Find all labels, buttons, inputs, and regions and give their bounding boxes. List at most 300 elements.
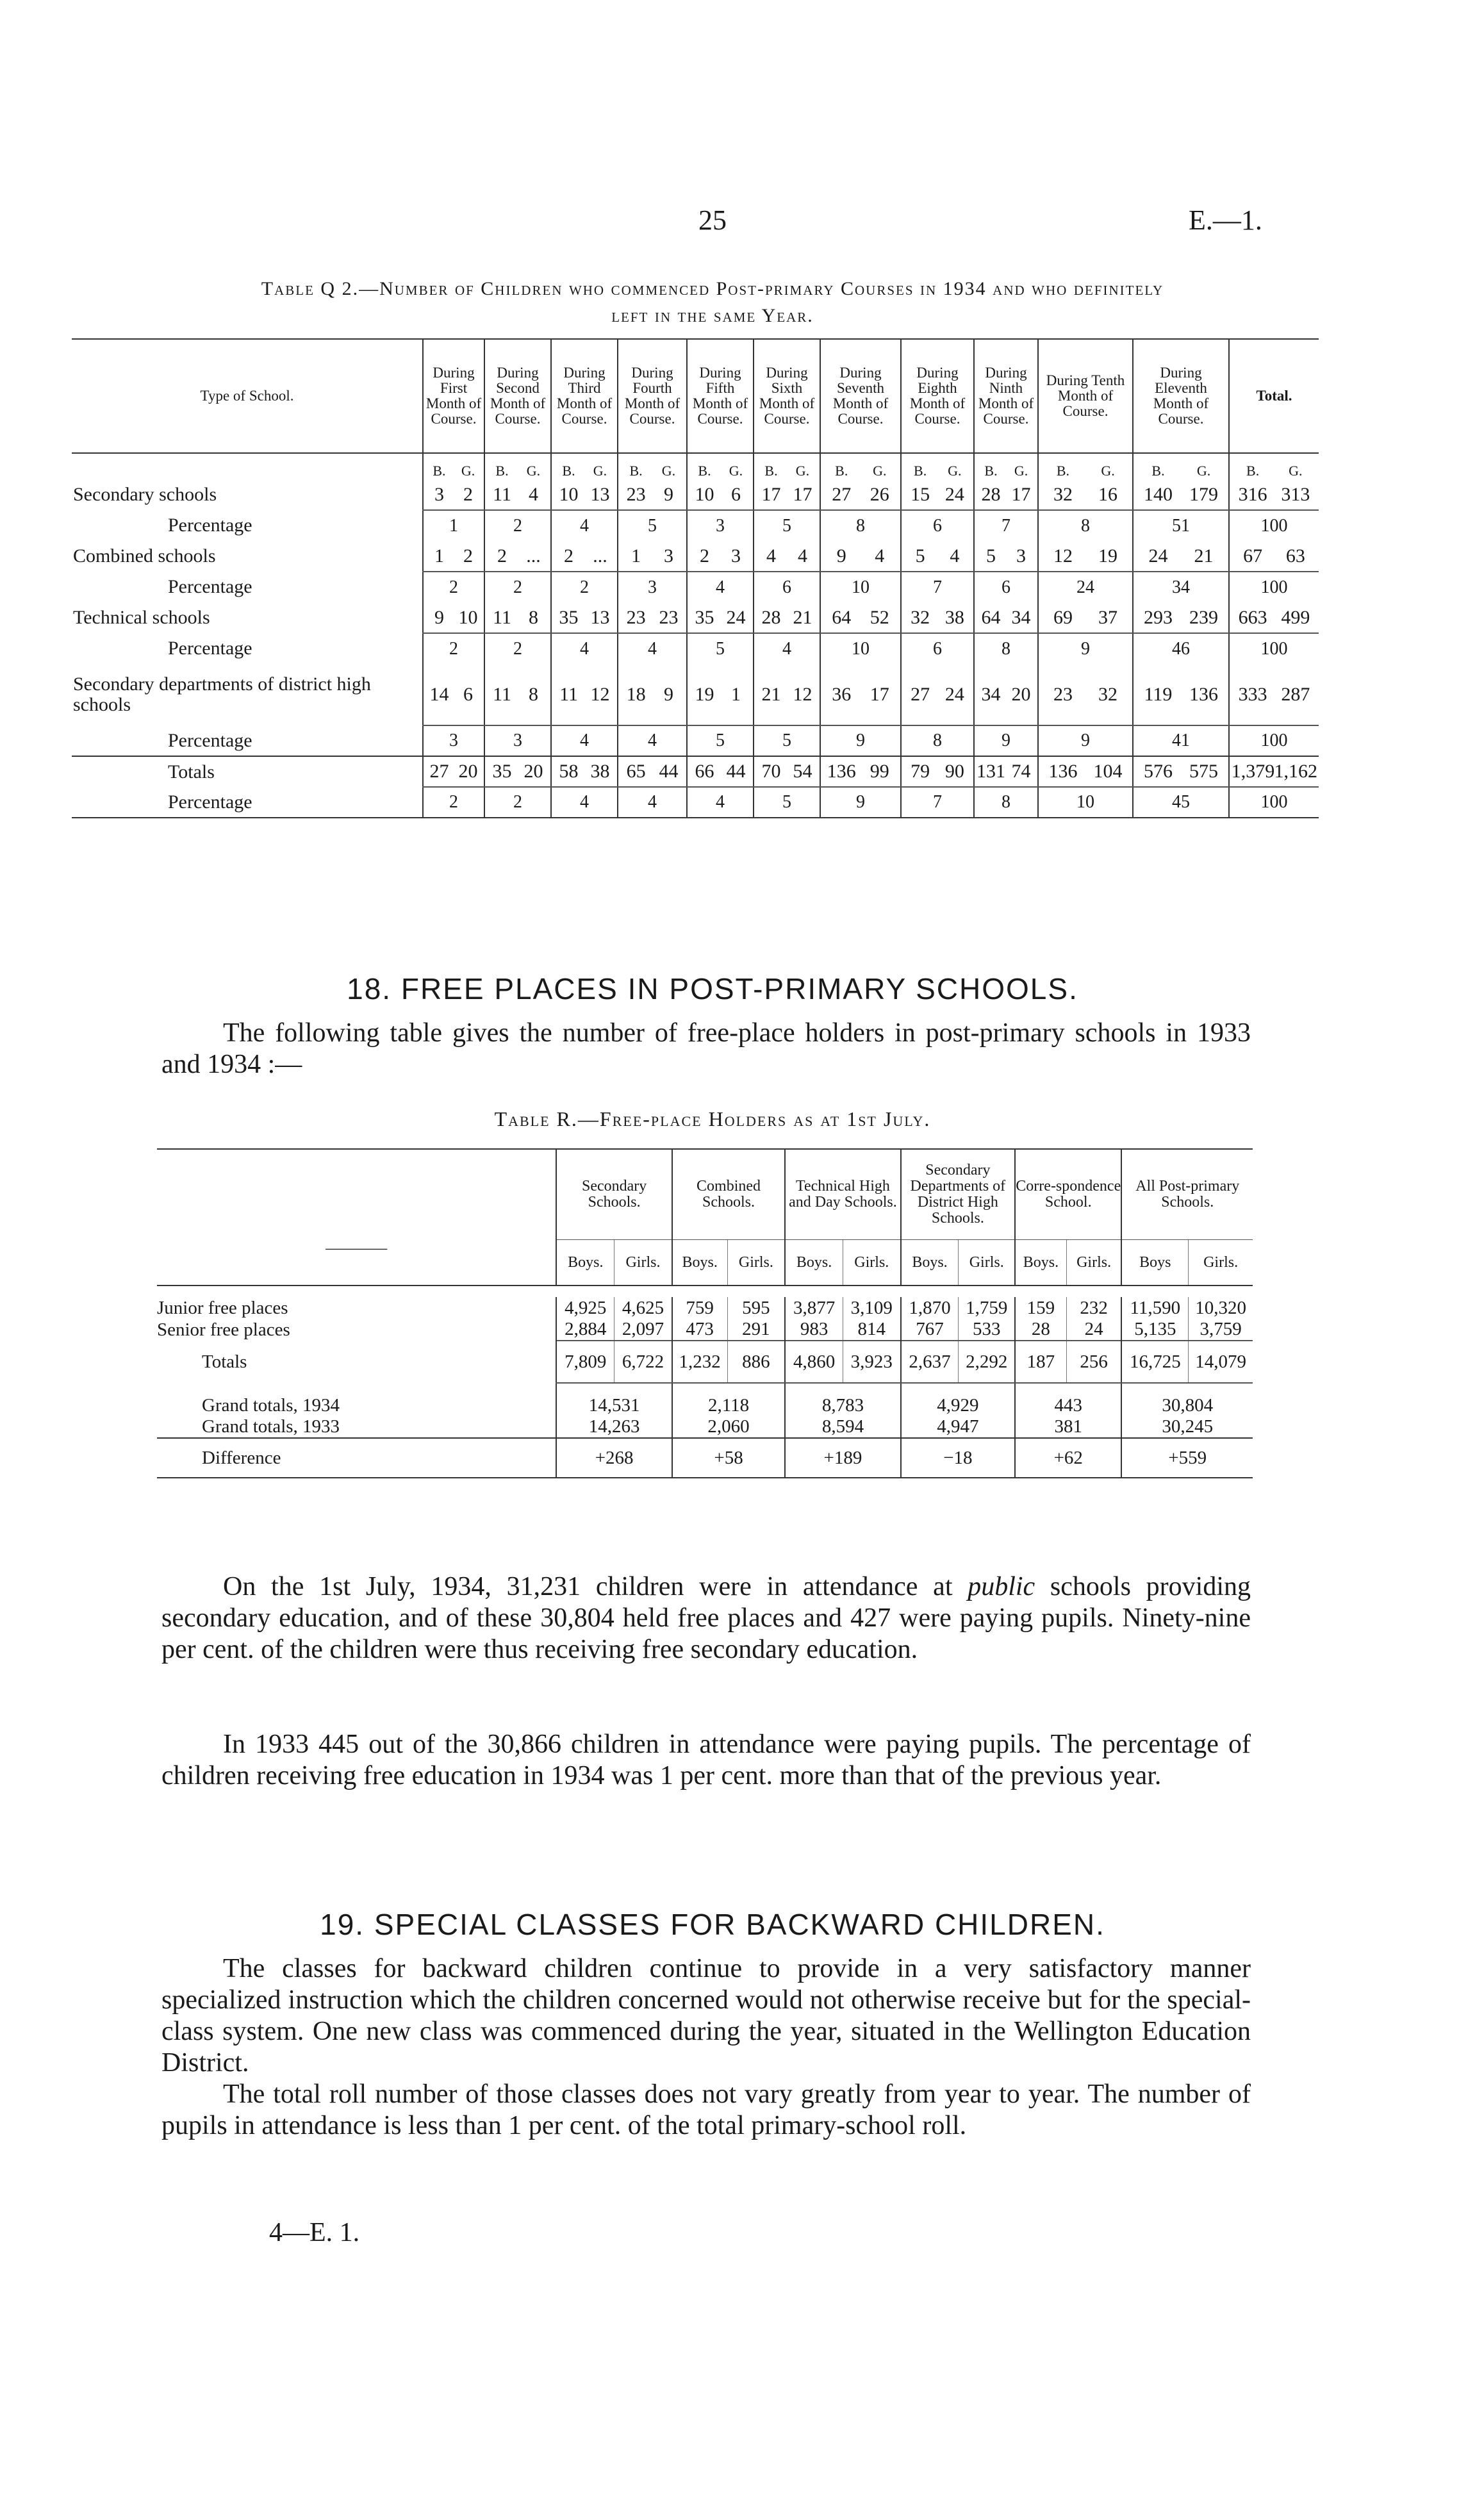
combined-value: 4,929 bbox=[901, 1383, 1015, 1416]
boys-abbrev: B. bbox=[764, 463, 778, 479]
girls-abbrev: G. bbox=[1196, 463, 1211, 479]
combined-value: 14,531 bbox=[556, 1383, 672, 1416]
data-cell bbox=[551, 541, 618, 572]
table-row bbox=[72, 510, 1319, 541]
girls-value: 3,923 bbox=[843, 1341, 900, 1383]
table-row bbox=[72, 633, 1319, 664]
boys-value: 131 bbox=[976, 761, 1005, 782]
percentage-cell: 6 bbox=[974, 572, 1038, 602]
percentage-cell: 2 bbox=[423, 633, 484, 664]
girls-value: 20 bbox=[458, 761, 478, 782]
boys-value: 4,860 bbox=[785, 1341, 843, 1383]
girls-value: 3 bbox=[730, 545, 741, 566]
month-column-header: Total. bbox=[1229, 339, 1319, 453]
month-column-header: During Sixth Month of Course. bbox=[754, 339, 820, 453]
data-cell bbox=[551, 479, 618, 510]
data-cell bbox=[484, 602, 551, 633]
boys-value: 983 bbox=[785, 1319, 843, 1341]
girls-value: 24 bbox=[1066, 1319, 1121, 1341]
girls-value: 4 bbox=[950, 545, 960, 566]
boys-value: 1,870 bbox=[901, 1297, 959, 1319]
data-cell bbox=[1229, 664, 1319, 725]
section-18-paragraph-2: In 1933 445 out of the 30,866 children in attendance were paying pupils. The percentage of children receiving free education in 1934 was 1 per cent. more than that of the previous year. bbox=[161, 1730, 1251, 1790]
data-cell bbox=[1133, 479, 1229, 510]
girls-value: 38 bbox=[944, 606, 964, 628]
girls-value: 1 bbox=[730, 683, 741, 705]
girls-value: 533 bbox=[959, 1319, 1015, 1341]
girls-value: 232 bbox=[1066, 1297, 1121, 1319]
school-column-header: All Post-primary Schools. bbox=[1121, 1149, 1253, 1240]
percentage-cell: 9 bbox=[1038, 725, 1133, 756]
percentage-cell: 2 bbox=[423, 787, 484, 818]
boys-value: 663 bbox=[1238, 606, 1267, 628]
combined-value: 14,263 bbox=[556, 1416, 672, 1438]
month-column-header: During First Month of Course. bbox=[423, 339, 484, 453]
girls-value: 4 bbox=[528, 483, 538, 505]
section-19-paragraph-2: The total roll number of those classes does not vary greatly from year to year. The number of pupils in attendance is less than 1 per cent. of the total primary-school roll. bbox=[161, 2079, 1251, 2140]
spacer-cell bbox=[157, 1286, 1253, 1297]
boys-header: Boys. bbox=[1015, 1240, 1066, 1286]
boys-abbrev: B. bbox=[629, 463, 643, 479]
girls-value: 8 bbox=[528, 683, 538, 705]
table-row bbox=[72, 602, 1319, 633]
boys-value: 576 bbox=[1143, 761, 1173, 782]
section-18-paragraph-1 bbox=[161, 1571, 1251, 1666]
boys-header: Boys. bbox=[901, 1240, 959, 1286]
girls-value: 313 bbox=[1281, 483, 1310, 505]
percentage-cell: 6 bbox=[754, 572, 820, 602]
table-q2-title-line2: left in the same Year. bbox=[611, 305, 814, 326]
table-row bbox=[72, 756, 1319, 787]
boys-value: 2,637 bbox=[901, 1341, 959, 1383]
percentage-cell: 9 bbox=[820, 787, 901, 818]
girls-value: 3 bbox=[663, 545, 673, 566]
girls-value: 19 bbox=[1098, 545, 1118, 566]
girls-value: 23 bbox=[659, 606, 679, 628]
table-row bbox=[72, 479, 1319, 510]
row-label: Percentage bbox=[168, 638, 252, 659]
month-column-header: During Eighth Month of Course. bbox=[901, 339, 974, 453]
percentage-cell: 7 bbox=[974, 510, 1038, 541]
percentage-cell: 2 bbox=[484, 787, 551, 818]
combined-value: 4,947 bbox=[901, 1416, 1015, 1438]
percentage-cell: 4 bbox=[618, 633, 687, 664]
girls-value: 32 bbox=[1098, 683, 1118, 705]
girls-abbrev: G. bbox=[1101, 463, 1115, 479]
data-cell bbox=[1133, 541, 1229, 572]
boys-value: 19 bbox=[695, 683, 714, 705]
girls-value: 13 bbox=[590, 483, 610, 505]
boys-value: 2 bbox=[700, 545, 710, 566]
data-cell bbox=[687, 541, 754, 572]
boys-value: 9 bbox=[836, 545, 846, 566]
data-cell bbox=[1229, 479, 1319, 510]
bg-header bbox=[423, 453, 484, 479]
combined-value: 2,118 bbox=[672, 1383, 785, 1416]
girls-value: 4,625 bbox=[614, 1297, 672, 1319]
row-label: Grand totals, 1934 bbox=[202, 1395, 340, 1416]
girls-value: 1,162 bbox=[1274, 761, 1317, 782]
boys-value: 65 bbox=[626, 761, 646, 782]
table-r bbox=[157, 1148, 1253, 1478]
girls-value: 99 bbox=[870, 761, 889, 782]
data-cell bbox=[974, 602, 1038, 633]
boys-value: 7,809 bbox=[556, 1341, 614, 1383]
row-label: Difference bbox=[157, 1438, 556, 1478]
data-cell bbox=[974, 756, 1038, 787]
data-cell bbox=[1229, 602, 1319, 633]
data-cell bbox=[1038, 664, 1133, 725]
girls-value: 63 bbox=[1285, 545, 1305, 566]
row-label: Secondary departments of district high schools bbox=[73, 674, 371, 715]
boys-value: 64 bbox=[981, 606, 1001, 628]
boys-value: 64 bbox=[832, 606, 852, 628]
percentage-cell: 5 bbox=[618, 510, 687, 541]
data-cell bbox=[551, 664, 618, 725]
boys-value: 18 bbox=[626, 683, 646, 705]
boys-value: 23 bbox=[626, 483, 646, 505]
data-cell bbox=[754, 541, 820, 572]
boys-value: 11 bbox=[493, 683, 511, 705]
girls-value: 16 bbox=[1098, 483, 1118, 505]
percentage-cell: 3 bbox=[618, 572, 687, 602]
percentage-cell: 3 bbox=[687, 510, 754, 541]
boys-value: 119 bbox=[1144, 683, 1173, 705]
month-column-header: During Third Month of Course. bbox=[551, 339, 618, 453]
girls-header: Girls. bbox=[843, 1240, 900, 1286]
percentage-cell: 45 bbox=[1133, 787, 1229, 818]
girls-value: ... bbox=[593, 545, 607, 566]
girls-value: 26 bbox=[870, 483, 889, 505]
percentage-cell: 3 bbox=[423, 725, 484, 756]
girls-header: Girls. bbox=[727, 1240, 785, 1286]
boys-value: 23 bbox=[626, 606, 646, 628]
data-cell bbox=[551, 602, 618, 633]
table-row bbox=[157, 1416, 1253, 1438]
combined-value: 443 bbox=[1015, 1383, 1121, 1416]
school-column-header: Secondary Schools. bbox=[556, 1149, 672, 1240]
girls-value: 21 bbox=[793, 606, 812, 628]
table-row bbox=[72, 725, 1319, 756]
data-cell bbox=[484, 756, 551, 787]
bg-header bbox=[1229, 453, 1319, 479]
girls-value: 74 bbox=[1011, 761, 1031, 782]
data-cell bbox=[687, 479, 754, 510]
data-cell bbox=[1038, 541, 1133, 572]
bg-header bbox=[484, 453, 551, 479]
table-row bbox=[157, 1383, 1253, 1416]
girls-value: 9 bbox=[663, 483, 673, 505]
combined-value: −18 bbox=[901, 1438, 1015, 1478]
combined-value: +189 bbox=[785, 1438, 900, 1478]
boys-value: 79 bbox=[911, 761, 930, 782]
girls-value: 52 bbox=[870, 606, 889, 628]
row-label: Percentage bbox=[168, 729, 252, 751]
percentage-cell: 2 bbox=[484, 633, 551, 664]
percentage-cell: 7 bbox=[901, 572, 974, 602]
girls-value: 4 bbox=[875, 545, 885, 566]
girls-abbrev: G. bbox=[526, 463, 541, 479]
bg-header bbox=[551, 453, 618, 479]
boys-value: 34 bbox=[981, 683, 1001, 705]
girls-header: Girls. bbox=[1066, 1240, 1121, 1286]
percentage-cell: 2 bbox=[551, 572, 618, 602]
p1-text-b: schools providing secondary education, and of these 30,804 held free places and 427 were paying pupils. Ninety-nine per cent. of the children were thus receiving free secondary education. bbox=[161, 1572, 1251, 1664]
percentage-cell: 5 bbox=[754, 787, 820, 818]
girls-value: 8 bbox=[528, 606, 538, 628]
percentage-cell: 4 bbox=[618, 787, 687, 818]
boys-value: 1,232 bbox=[672, 1341, 727, 1383]
percentage-cell: 10 bbox=[820, 572, 901, 602]
boys-value: 21 bbox=[761, 683, 781, 705]
girls-abbrev: G. bbox=[461, 463, 475, 479]
percentage-cell: 100 bbox=[1229, 633, 1319, 664]
data-cell bbox=[974, 479, 1038, 510]
bg-header bbox=[618, 453, 687, 479]
boys-value: 4 bbox=[766, 545, 777, 566]
girls-abbrev: G. bbox=[948, 463, 962, 479]
boys-value: 35 bbox=[492, 761, 512, 782]
girls-value: 886 bbox=[727, 1341, 785, 1383]
row-label: Percentage bbox=[72, 787, 423, 818]
boys-value: 473 bbox=[672, 1319, 727, 1341]
data-cell bbox=[901, 664, 974, 725]
percentage-cell: 24 bbox=[1038, 572, 1133, 602]
section-19-heading: 19. SPECIAL CLASSES FOR BACKWARD CHILDREN. bbox=[320, 1908, 1105, 1941]
boys-value: 3 bbox=[434, 483, 444, 505]
boys-value: 136 bbox=[1048, 761, 1078, 782]
girls-value: 239 bbox=[1189, 606, 1219, 628]
boys-abbrev: B. bbox=[1056, 463, 1070, 479]
girls-value: 575 bbox=[1189, 761, 1219, 782]
percentage-cell: 4 bbox=[687, 787, 754, 818]
percentage-cell: 3 bbox=[484, 725, 551, 756]
girls-value: 3,109 bbox=[843, 1297, 900, 1319]
month-column-header: During Fifth Month of Course. bbox=[687, 339, 754, 453]
data-cell bbox=[1038, 602, 1133, 633]
girls-value: 6 bbox=[730, 483, 741, 505]
table-row bbox=[72, 664, 1319, 725]
boys-value: 27 bbox=[429, 761, 449, 782]
percentage-cell: 100 bbox=[1229, 510, 1319, 541]
boys-header: Boys. bbox=[556, 1240, 614, 1286]
boys-value: 11 bbox=[493, 483, 511, 505]
boys-value: 11 bbox=[493, 606, 511, 628]
data-cell bbox=[754, 602, 820, 633]
percentage-cell: 100 bbox=[1229, 572, 1319, 602]
section-18-heading: 18. FREE PLACES IN POST-PRIMARY SCHOOLS. bbox=[347, 972, 1078, 1005]
section-18-intro: The following table gives the number of free-place holders in post-primary schools in 1933 and 1934 :— bbox=[161, 1018, 1251, 1079]
percentage-cell: 4 bbox=[551, 787, 618, 818]
table-row bbox=[157, 1341, 1253, 1383]
boys-abbrev: B. bbox=[1151, 463, 1165, 479]
girls-value: 499 bbox=[1281, 606, 1310, 628]
dash-spacer: ———— bbox=[157, 1240, 556, 1286]
combined-value: +62 bbox=[1015, 1438, 1121, 1478]
girls-value: 6,722 bbox=[614, 1341, 672, 1383]
combined-value: +58 bbox=[672, 1438, 785, 1478]
boys-value: 1 bbox=[434, 545, 444, 566]
boys-value: 17 bbox=[761, 483, 781, 505]
table-row bbox=[72, 787, 1319, 818]
percentage-cell: 100 bbox=[1229, 725, 1319, 756]
boys-value: 1 bbox=[631, 545, 641, 566]
row-label: Totals bbox=[72, 756, 423, 787]
boys-value: 4,925 bbox=[556, 1297, 614, 1319]
school-column-header: Combined Schools. bbox=[672, 1149, 785, 1240]
percentage-cell: 6 bbox=[901, 510, 974, 541]
percentage-cell: 4 bbox=[551, 725, 618, 756]
girls-abbrev: G. bbox=[593, 463, 607, 479]
bg-header bbox=[820, 453, 901, 479]
girls-value: 14,079 bbox=[1189, 1341, 1253, 1383]
row-label: Percentage bbox=[168, 576, 252, 597]
percentage-cell: 9 bbox=[1038, 633, 1133, 664]
school-column-header: Technical High and Day Schools. bbox=[785, 1149, 900, 1240]
boys-value: 767 bbox=[901, 1319, 959, 1341]
girls-value: 1,759 bbox=[959, 1297, 1015, 1319]
data-cell bbox=[901, 541, 974, 572]
girls-value: 44 bbox=[659, 761, 679, 782]
boys-value: 16,725 bbox=[1121, 1341, 1188, 1383]
boys-value: 10 bbox=[559, 483, 579, 505]
girls-value: 44 bbox=[726, 761, 746, 782]
percentage-cell: 9 bbox=[974, 725, 1038, 756]
data-cell bbox=[1038, 756, 1133, 787]
boys-value: 15 bbox=[911, 483, 930, 505]
month-column-header: During Second Month of Course. bbox=[484, 339, 551, 453]
girls-value: 2 bbox=[463, 545, 474, 566]
data-cell bbox=[423, 541, 484, 572]
data-cell bbox=[484, 479, 551, 510]
boys-abbrev: B. bbox=[433, 463, 446, 479]
girls-value: 595 bbox=[727, 1297, 785, 1319]
combined-value: +268 bbox=[556, 1438, 672, 1478]
percentage-cell: 9 bbox=[820, 725, 901, 756]
boys-value: 187 bbox=[1015, 1341, 1066, 1383]
girls-value: 10,320 bbox=[1189, 1297, 1253, 1319]
bg-header bbox=[687, 453, 754, 479]
boys-value: 66 bbox=[695, 761, 714, 782]
data-cell bbox=[820, 756, 901, 787]
percentage-cell: 51 bbox=[1133, 510, 1229, 541]
data-cell bbox=[551, 756, 618, 787]
girls-value: 17 bbox=[1011, 483, 1031, 505]
data-cell bbox=[1038, 479, 1133, 510]
percentage-cell: 8 bbox=[901, 725, 974, 756]
percentage-cell: 7 bbox=[901, 787, 974, 818]
table-row bbox=[157, 1319, 1253, 1341]
spacer-row bbox=[157, 1286, 1253, 1297]
combined-value: +559 bbox=[1121, 1438, 1253, 1478]
percentage-cell: 1 bbox=[423, 510, 484, 541]
boys-abbrev: B. bbox=[562, 463, 575, 479]
girls-value: 9 bbox=[663, 683, 673, 705]
girls-value: 287 bbox=[1281, 683, 1310, 705]
percentage-cell: 34 bbox=[1133, 572, 1229, 602]
row-label: Percentage bbox=[168, 515, 252, 536]
girls-value: 256 bbox=[1066, 1341, 1121, 1383]
table-q2-title bbox=[72, 276, 1353, 329]
boys-value: 333 bbox=[1238, 683, 1267, 705]
data-cell bbox=[1229, 756, 1319, 787]
boys-value: 36 bbox=[832, 683, 852, 705]
bg-header bbox=[754, 453, 820, 479]
data-cell bbox=[901, 756, 974, 787]
type-of-school-header: Type of School. bbox=[72, 339, 423, 453]
data-cell bbox=[820, 541, 901, 572]
data-cell bbox=[1133, 602, 1229, 633]
boys-value: 1,379 bbox=[1231, 761, 1275, 782]
boys-value: 32 bbox=[911, 606, 930, 628]
document-code: E.—1. bbox=[1189, 204, 1262, 236]
boys-abbrev: B. bbox=[984, 463, 998, 479]
percentage-cell: 10 bbox=[1038, 787, 1133, 818]
data-cell bbox=[687, 602, 754, 633]
girls-value: 38 bbox=[590, 761, 610, 782]
percentage-cell: 41 bbox=[1133, 725, 1229, 756]
girls-value: 17 bbox=[870, 683, 889, 705]
combined-value: 30,245 bbox=[1121, 1416, 1253, 1438]
data-cell bbox=[618, 664, 687, 725]
girls-value: 291 bbox=[727, 1319, 785, 1341]
bg-spacer bbox=[72, 453, 423, 479]
girls-header: Girls. bbox=[959, 1240, 1015, 1286]
percentage-cell: 8 bbox=[974, 787, 1038, 818]
boys-header: Boys bbox=[1121, 1240, 1188, 1286]
combined-value: 8,783 bbox=[785, 1383, 900, 1416]
girls-value: 24 bbox=[944, 683, 964, 705]
boys-value: 67 bbox=[1243, 545, 1263, 566]
girls-value: 24 bbox=[944, 483, 964, 505]
girls-abbrev: G. bbox=[873, 463, 887, 479]
girls-value: 37 bbox=[1098, 606, 1118, 628]
boys-value: 23 bbox=[1053, 683, 1073, 705]
boys-value: 12 bbox=[1053, 545, 1073, 566]
boys-abbrev: B. bbox=[835, 463, 848, 479]
month-column-header: During Seventh Month of Course. bbox=[820, 339, 901, 453]
section-19-paragraph-1: The classes for backward children continue to provide in a very satisfactory manner specialized instruction which the children concerned would not otherwise receive but for the special-class system. One new class was commenced during the year, situated in the Wellington Education District. bbox=[161, 1954, 1251, 2078]
row-label: Totals bbox=[202, 1351, 247, 1372]
data-cell bbox=[423, 664, 484, 725]
boys-value: 28 bbox=[981, 483, 1001, 505]
boys-value: 69 bbox=[1053, 606, 1073, 628]
girls-value: 104 bbox=[1093, 761, 1123, 782]
girls-value: 90 bbox=[944, 761, 964, 782]
table-r-title: Table R.—Free-place Holders as at 1st July. bbox=[494, 1107, 931, 1130]
percentage-cell: 100 bbox=[1229, 787, 1319, 818]
girls-value: 13 bbox=[590, 606, 610, 628]
percentage-cell: 4 bbox=[618, 725, 687, 756]
data-cell bbox=[618, 479, 687, 510]
percentage-cell: 2 bbox=[484, 510, 551, 541]
boys-abbrev: B. bbox=[698, 463, 711, 479]
boys-value: 11,590 bbox=[1121, 1297, 1188, 1319]
girls-value: 4 bbox=[797, 545, 807, 566]
data-cell bbox=[754, 756, 820, 787]
bg-header bbox=[1038, 453, 1133, 479]
data-cell bbox=[423, 602, 484, 633]
boys-value: 35 bbox=[695, 606, 714, 628]
data-cell bbox=[484, 541, 551, 572]
girls-abbrev: G. bbox=[795, 463, 810, 479]
month-column-header: During Fourth Month of Course. bbox=[618, 339, 687, 453]
boys-value: 27 bbox=[911, 683, 930, 705]
data-cell bbox=[754, 664, 820, 725]
boys-abbrev: B. bbox=[495, 463, 509, 479]
girls-value: 814 bbox=[843, 1319, 900, 1341]
girls-value: 2,292 bbox=[959, 1341, 1015, 1383]
